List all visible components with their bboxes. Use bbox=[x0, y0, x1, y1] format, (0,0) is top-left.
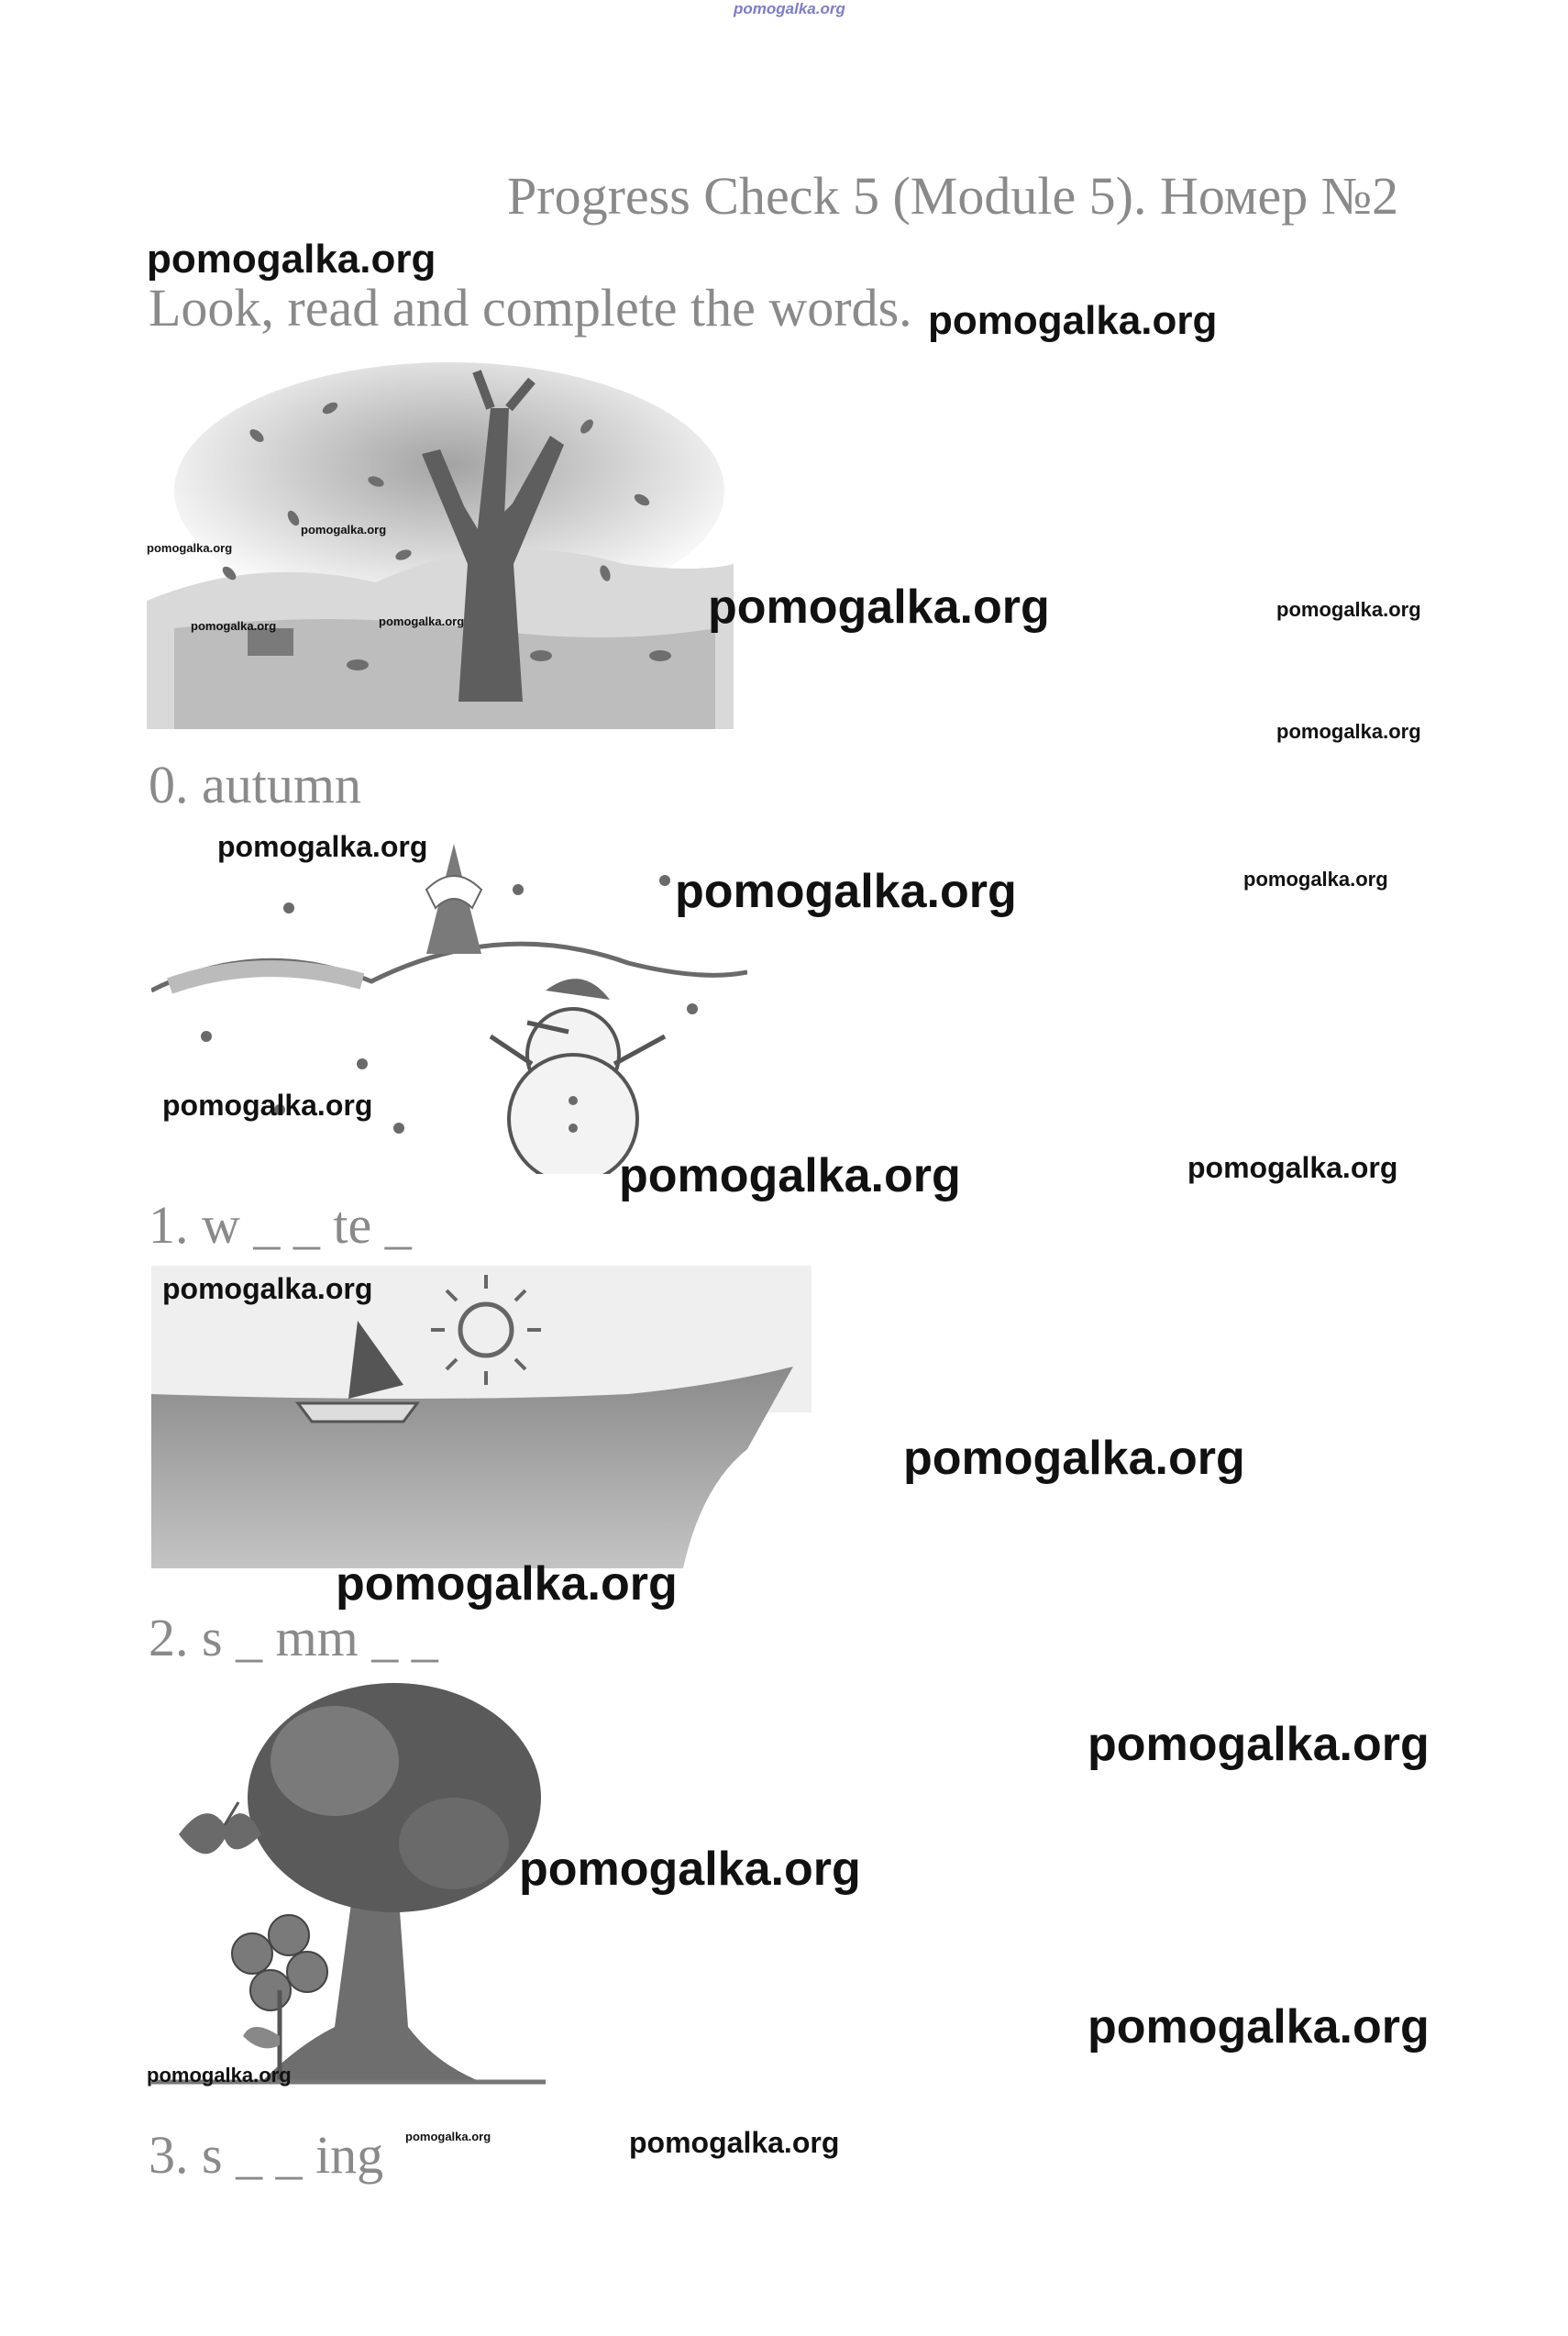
page-title: Progress Check 5 (Module 5). Номер №2 bbox=[507, 166, 1399, 226]
watermark[interactable]: pomogalka.org bbox=[619, 1149, 961, 1202]
watermark[interactable]: pomogalka.org bbox=[928, 298, 1218, 343]
watermark[interactable]: pomogalka.org bbox=[1187, 1151, 1398, 1184]
watermark[interactable]: pomogalka.org bbox=[675, 865, 1017, 918]
watermark[interactable]: pomogalka.org bbox=[1276, 598, 1421, 621]
autumn-tree-icon bbox=[147, 353, 734, 729]
blossom-tree-butterfly-icon bbox=[151, 1678, 546, 2100]
watermark[interactable]: pomogalka.org bbox=[1088, 2000, 1430, 2054]
item-label-2: 2. s _ mm _ _ bbox=[149, 1608, 438, 1667]
item-label-0: 0. autumn bbox=[149, 755, 361, 814]
watermark[interactable]: pomogalka.org bbox=[162, 1272, 373, 1305]
watermark[interactable]: pomogalka.org bbox=[1276, 720, 1421, 743]
watermark[interactable]: pomogalka.org bbox=[1243, 868, 1388, 891]
watermark[interactable]: pomogalka.org bbox=[191, 619, 277, 633]
watermark[interactable]: pomogalka.org bbox=[301, 523, 387, 537]
watermark[interactable]: pomogalka.org bbox=[379, 614, 465, 628]
watermark[interactable]: pomogalka.org bbox=[217, 830, 428, 863]
instruction-text: Look, read and complete the words. bbox=[149, 278, 912, 338]
watermark[interactable]: pomogalka.org bbox=[903, 1432, 1245, 1485]
watermark[interactable]: pomogalka.org bbox=[519, 1843, 861, 1896]
watermark[interactable]: pomogalka.org bbox=[162, 1089, 373, 1122]
watermark[interactable]: pomogalka.org bbox=[708, 581, 1050, 634]
sailboat-sun-icon bbox=[151, 1266, 812, 1568]
watermark[interactable]: pomogalka.org bbox=[147, 541, 233, 555]
site-mark-top[interactable]: pomogalka.org bbox=[734, 0, 845, 17]
watermark[interactable]: pomogalka.org bbox=[147, 237, 436, 282]
item-label-3: 3. s _ _ ing bbox=[149, 2125, 384, 2185]
watermark[interactable]: pomogalka.org bbox=[1088, 1718, 1430, 1771]
watermark[interactable]: pomogalka.org bbox=[336, 1557, 678, 1611]
item-label-1: 1. w _ _ te _ bbox=[149, 1195, 412, 1255]
watermark[interactable]: pomogalka.org bbox=[147, 2064, 292, 2087]
watermark[interactable]: pomogalka.org bbox=[405, 2130, 491, 2143]
watermark[interactable]: pomogalka.org bbox=[629, 2126, 840, 2159]
